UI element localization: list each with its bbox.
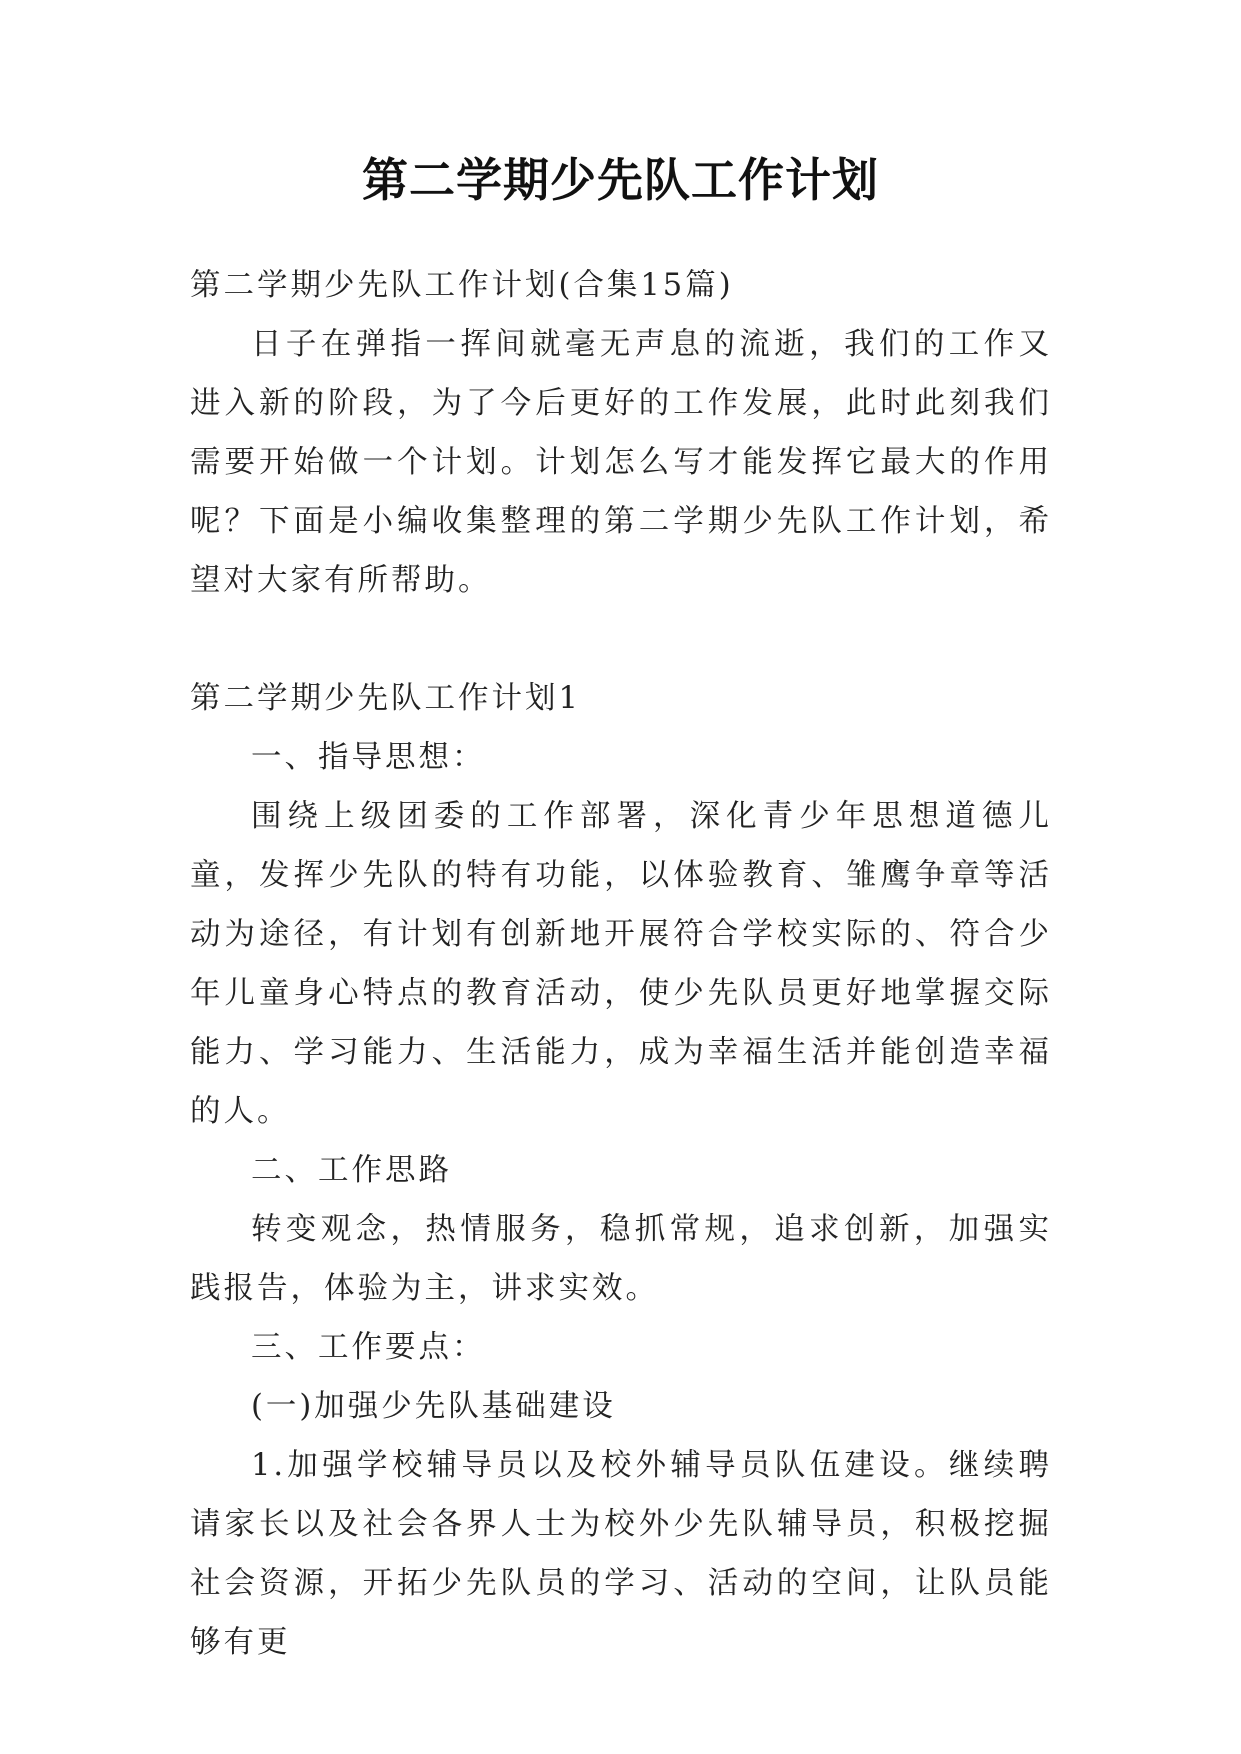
- document-title: 第二学期少先队工作计划: [362, 153, 879, 207]
- heading-guiding-thought: 一、指导思想：: [251, 740, 486, 775]
- section-title: 第二学期少先队工作计划1: [190, 681, 581, 716]
- heading-work-points: 三、工作要点：: [251, 1330, 486, 1365]
- paragraph-work-approach: 转变观念，热情服务，稳抓常规，追求创新，加强实践报告，体验为主，讲求实效。: [190, 1212, 1052, 1306]
- subheading-foundation: (一)加强少先队基础建设: [251, 1389, 616, 1424]
- document-body: [190, 256, 1052, 1672]
- paragraph-counselor-team: 1.加强学校辅导员以及校外辅导员队伍建设。继续聘请家长以及社会各界人士为校外少先队辅导员，积极挖掘社会资源，开拓少先队员的学习、活动的空间，让队员能够有更: [190, 1448, 1052, 1660]
- document-subtitle: 第二学期少先队工作计划(合集15篇): [190, 268, 734, 303]
- heading-work-approach: 二、工作思路: [251, 1153, 452, 1188]
- paragraph-guiding-thought: 围绕上级团委的工作部署，深化青少年思想道德儿童，发挥少先队的特有功能，以体验教育、雏鹰争章等活动为途径，有计划有创新地开展符合学校实际的、符合少年儿童身心特点的教育活动，使少先队员更好地掌握交际能力、学习能力、生活能力，成为幸福生活并能创造幸福的人。: [190, 799, 1052, 1129]
- intro-paragraph: 日子在弹指一挥间就毫无声息的流逝，我们的工作又进入新的阶段，为了今后更好的工作发展，此时此刻我们需要开始做一个计划。计划怎么写才能发挥它最大的作用呢？下面是小编收集整理的第二学期少先队工作计划，希望对大家有所帮助。: [190, 327, 1052, 598]
